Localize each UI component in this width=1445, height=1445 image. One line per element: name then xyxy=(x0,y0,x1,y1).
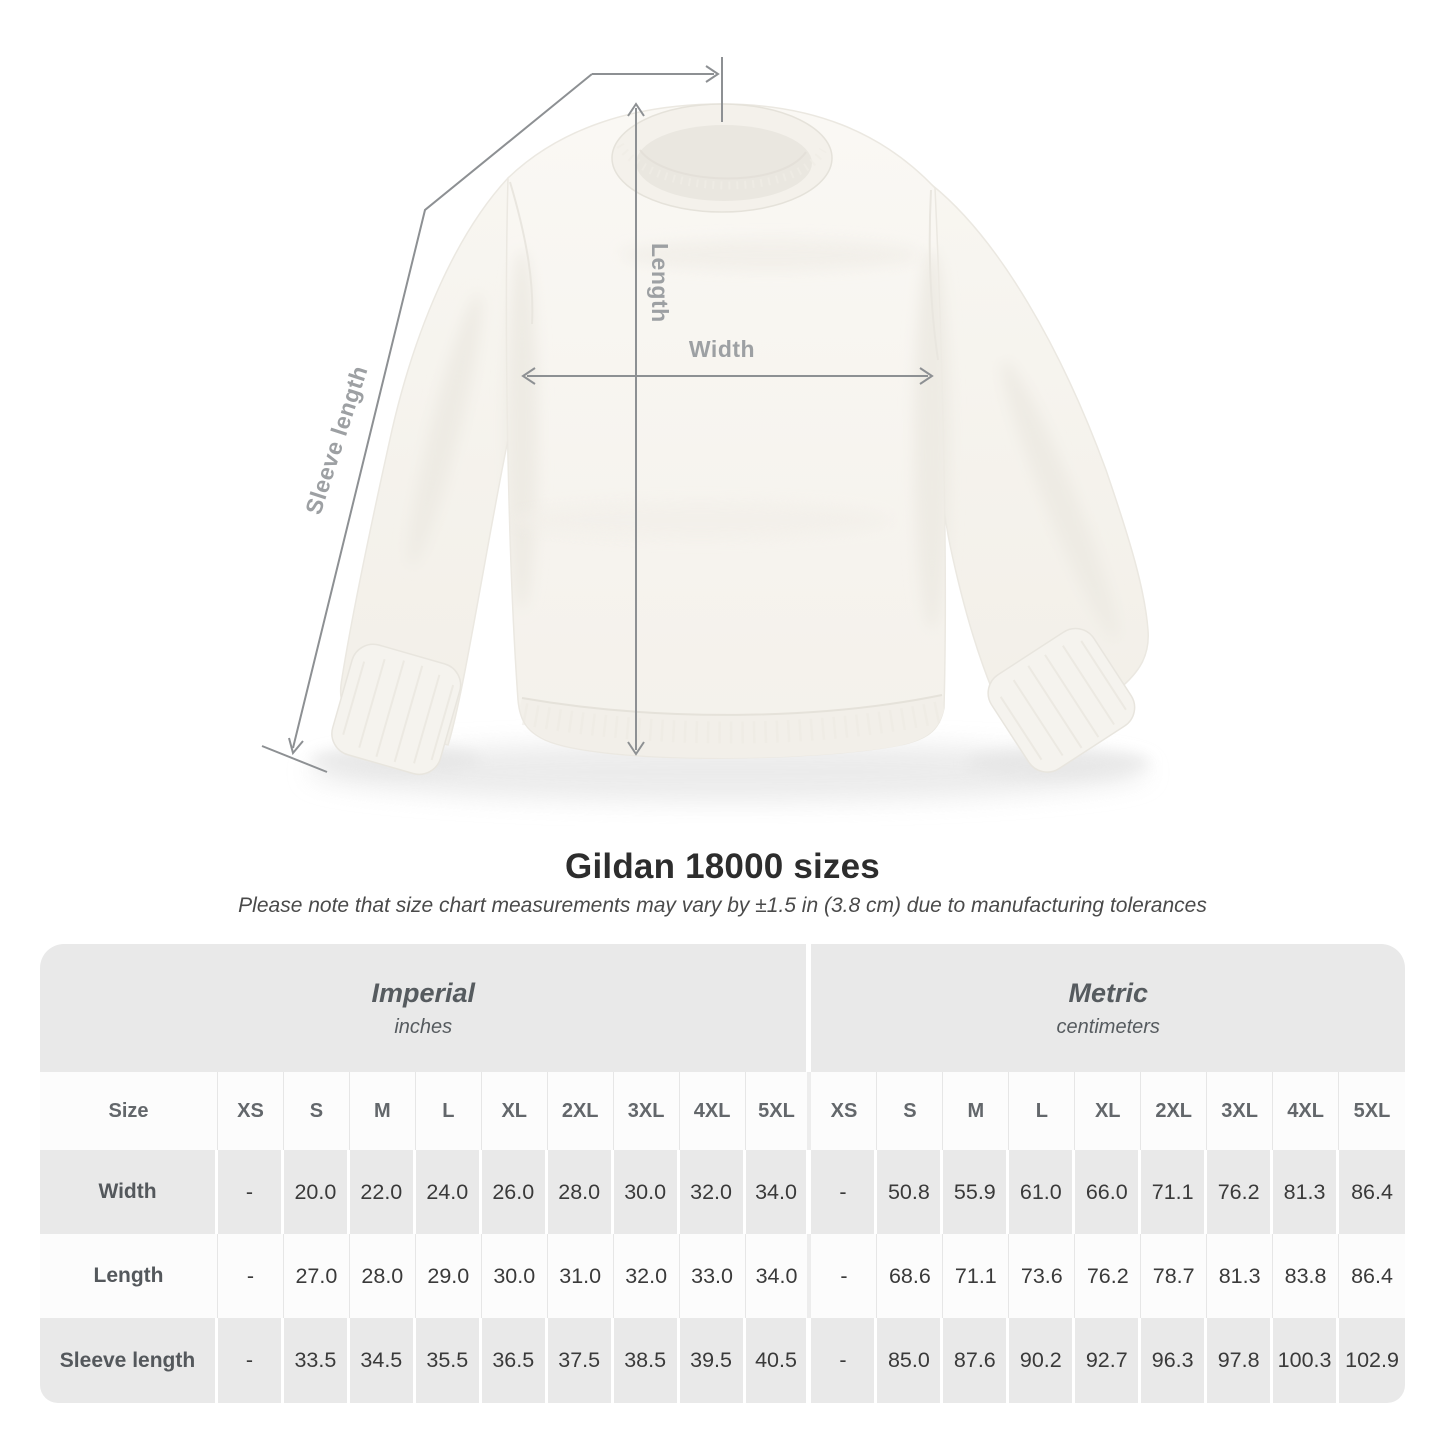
width-label: Width xyxy=(688,336,756,362)
size-header-cell: 5XL xyxy=(1339,1072,1405,1150)
value-cell: - xyxy=(811,1150,877,1234)
value-cell: - xyxy=(811,1234,877,1318)
value-cell: 32.0 xyxy=(680,1150,746,1234)
value-cell: 71.1 xyxy=(1141,1150,1207,1234)
value-cell: - xyxy=(811,1318,877,1403)
size-header-cell: M xyxy=(943,1072,1009,1150)
value-cell: 76.2 xyxy=(1075,1234,1141,1318)
value-cell: - xyxy=(218,1234,284,1318)
value-cell: 39.5 xyxy=(680,1318,746,1403)
row-label: Width xyxy=(40,1150,218,1234)
size-header-cell: 2XL xyxy=(1141,1072,1207,1150)
size-header-cell: XL xyxy=(1075,1072,1141,1150)
value-cell: 34.0 xyxy=(746,1234,812,1318)
value-cell: 35.5 xyxy=(416,1318,482,1403)
value-cell: - xyxy=(218,1318,284,1403)
value-cell: 97.8 xyxy=(1207,1318,1273,1403)
value-cell: - xyxy=(218,1150,284,1234)
value-cell: 71.1 xyxy=(943,1234,1009,1318)
tolerance-note: Please note that size chart measurements may vary by ±1.5 in (3.8 cm) due to manufacturing tolerances xyxy=(238,894,1207,917)
value-cell: 102.9 xyxy=(1339,1318,1405,1403)
value-cell: 68.6 xyxy=(877,1234,943,1318)
value-cell: 30.0 xyxy=(614,1150,680,1234)
size-column-header: Size xyxy=(40,1072,218,1150)
value-cell: 86.4 xyxy=(1339,1234,1405,1318)
value-cell: 34.5 xyxy=(350,1318,416,1403)
size-header-cell: 4XL xyxy=(1273,1072,1339,1150)
value-cell: 34.0 xyxy=(746,1150,812,1234)
value-cell: 100.3 xyxy=(1273,1318,1339,1403)
value-cell: 66.0 xyxy=(1075,1150,1141,1234)
value-cell: 31.0 xyxy=(548,1234,614,1318)
size-header-cell: 3XL xyxy=(614,1072,680,1150)
value-cell: 33.5 xyxy=(284,1318,350,1403)
value-cell: 36.5 xyxy=(482,1318,548,1403)
value-cell: 86.4 xyxy=(1339,1150,1405,1234)
size-header-cell: 4XL xyxy=(680,1072,746,1150)
sweatshirt-photo xyxy=(327,104,1149,780)
size-header-cell: S xyxy=(284,1072,350,1150)
metric-unit: centimeters xyxy=(1056,1015,1160,1038)
value-cell: 37.5 xyxy=(548,1318,614,1403)
value-cell: 26.0 xyxy=(482,1150,548,1234)
size-table xyxy=(40,944,1405,1403)
group-header-imperial xyxy=(40,944,811,1072)
value-cell: 20.0 xyxy=(284,1150,350,1234)
value-cell: 55.9 xyxy=(943,1150,1009,1234)
length-label: Length xyxy=(647,243,673,323)
value-cell: 90.2 xyxy=(1009,1318,1075,1403)
value-cell: 28.0 xyxy=(350,1234,416,1318)
imperial-unit: inches xyxy=(394,1015,453,1038)
value-cell: 29.0 xyxy=(416,1234,482,1318)
value-cell: 78.7 xyxy=(1141,1234,1207,1318)
value-cell: 96.3 xyxy=(1141,1318,1207,1403)
value-cell: 28.0 xyxy=(548,1150,614,1234)
value-cell: 33.0 xyxy=(680,1234,746,1318)
value-cell: 40.5 xyxy=(746,1318,812,1403)
value-cell: 27.0 xyxy=(284,1234,350,1318)
value-cell: 81.3 xyxy=(1207,1234,1273,1318)
arrowhead-down-left-icon xyxy=(289,738,303,753)
metric-label: Metric xyxy=(1068,977,1148,1008)
value-cell: 38.5 xyxy=(614,1318,680,1403)
size-header-cell: XS xyxy=(218,1072,284,1150)
sleeve-length-label: Sleeve length xyxy=(300,362,373,518)
value-cell: 73.6 xyxy=(1009,1234,1075,1318)
imperial-label: Imperial xyxy=(371,977,476,1008)
size-header-cell: XL xyxy=(482,1072,548,1150)
size-header-cell: M xyxy=(350,1072,416,1150)
size-header-cell: L xyxy=(416,1072,482,1150)
page-title: Gildan 18000 sizes xyxy=(565,847,880,886)
size-header-cell: 2XL xyxy=(548,1072,614,1150)
size-header-cell: L xyxy=(1009,1072,1075,1150)
group-header-metric xyxy=(811,944,1405,1072)
value-cell: 85.0 xyxy=(877,1318,943,1403)
value-cell: 81.3 xyxy=(1273,1150,1339,1234)
value-cell: 30.0 xyxy=(482,1234,548,1318)
row-label: Length xyxy=(40,1234,218,1318)
value-cell: 92.7 xyxy=(1075,1318,1141,1403)
row-label: Sleeve length xyxy=(40,1318,218,1403)
size-header-cell: XS xyxy=(811,1072,877,1150)
value-cell: 83.8 xyxy=(1273,1234,1339,1318)
value-cell: 76.2 xyxy=(1207,1150,1273,1234)
size-header-cell: 3XL xyxy=(1207,1072,1273,1150)
value-cell: 22.0 xyxy=(350,1150,416,1234)
value-cell: 61.0 xyxy=(1009,1150,1075,1234)
value-cell: 24.0 xyxy=(416,1150,482,1234)
value-cell: 50.8 xyxy=(877,1150,943,1234)
value-cell: 32.0 xyxy=(614,1234,680,1318)
size-header-cell: 5XL xyxy=(746,1072,812,1150)
size-header-cell: S xyxy=(877,1072,943,1150)
value-cell: 87.6 xyxy=(943,1318,1009,1403)
